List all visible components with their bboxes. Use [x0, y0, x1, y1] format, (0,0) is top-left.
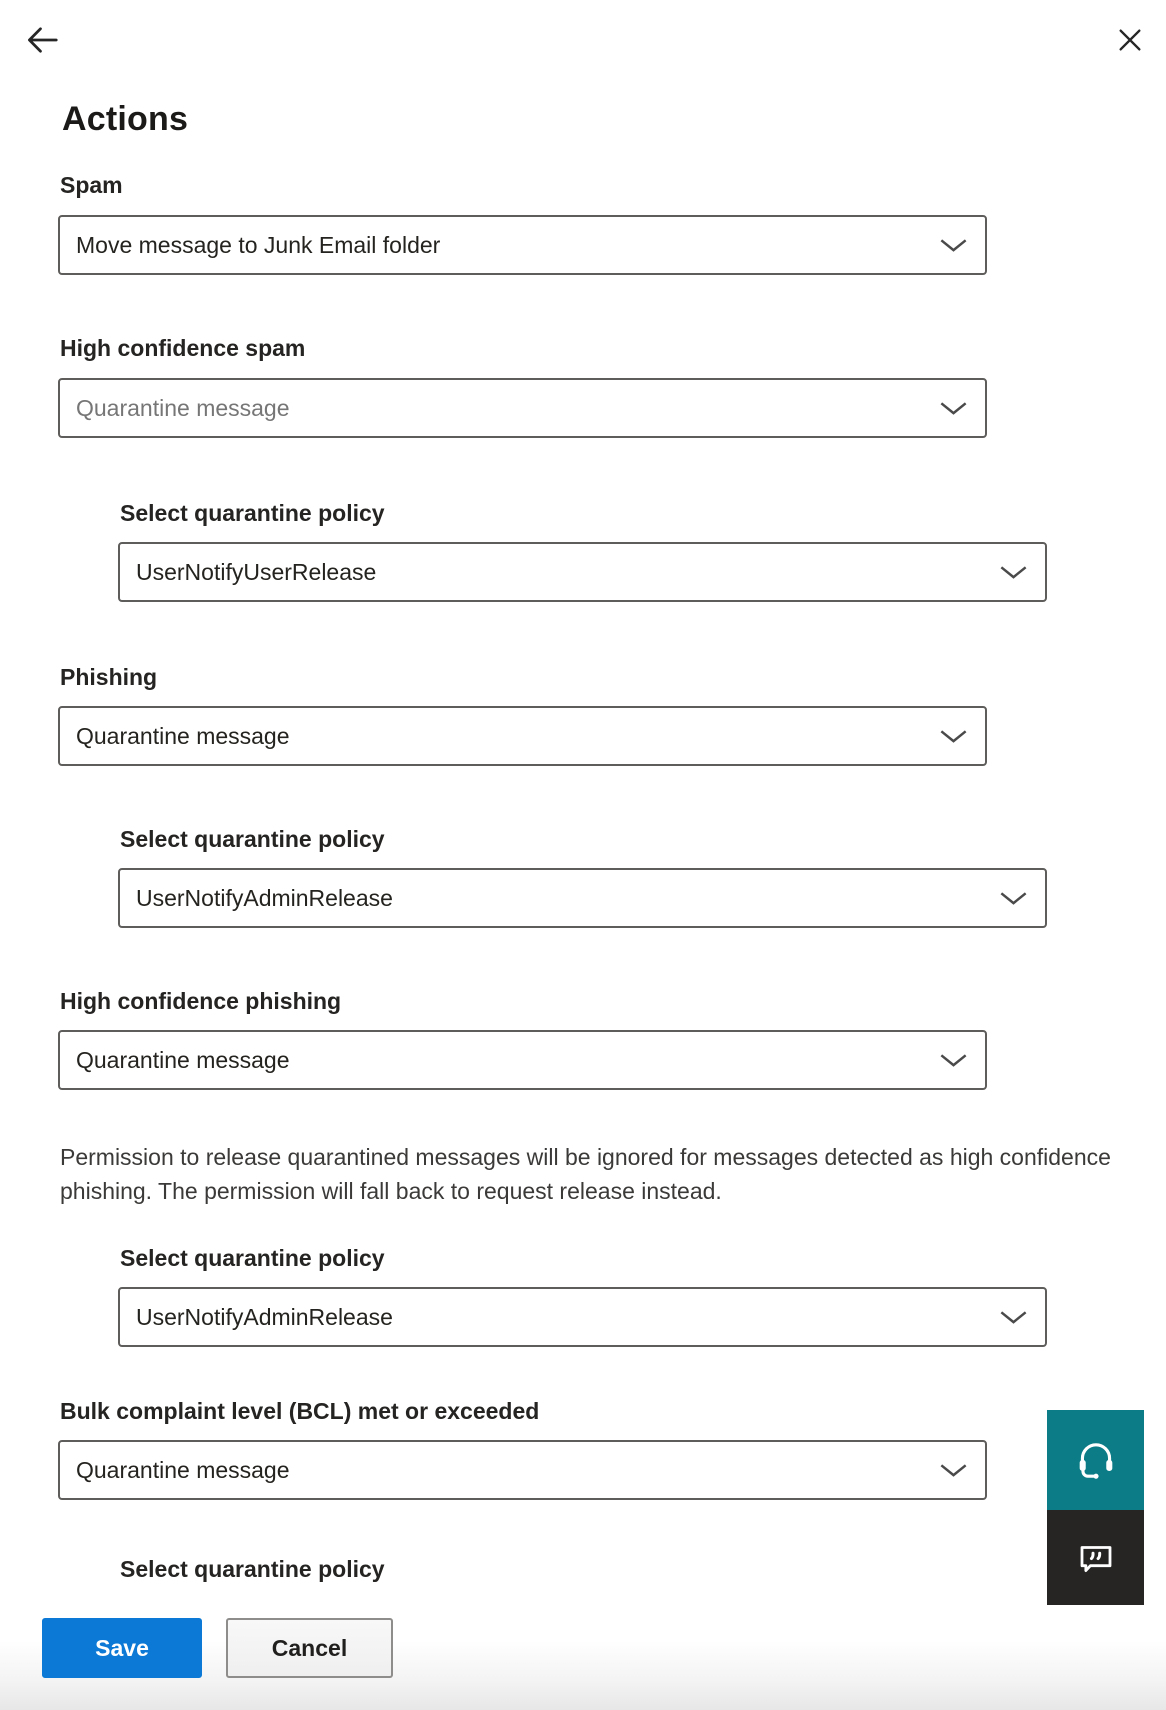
phishing-action-value: Quarantine message — [76, 722, 290, 749]
spam-action-select[interactable] — [58, 215, 987, 275]
quarantine-policy-select-1[interactable] — [118, 542, 1047, 602]
quarantine-policy-label-3: Select quarantine policy — [120, 1245, 385, 1271]
chevron-down-icon — [940, 401, 967, 415]
quarantine-policy-label-1: Select quarantine policy — [120, 500, 385, 526]
close-icon — [1114, 24, 1146, 56]
chevron-down-icon — [1000, 1310, 1027, 1324]
phishing-label: Phishing — [60, 664, 158, 690]
headset-icon — [1074, 1438, 1118, 1482]
quarantine-policy-value-3: UserNotifyAdminRelease — [136, 1303, 393, 1330]
quarantine-policy-value-2: UserNotifyAdminRelease — [136, 884, 393, 911]
page-title: Actions — [62, 100, 189, 138]
cancel-button[interactable]: Cancel — [226, 1618, 393, 1678]
save-button[interactable]: Save — [42, 1618, 202, 1678]
high-confidence-phishing-action-value: Quarantine message — [76, 1046, 290, 1073]
back-button[interactable] — [20, 18, 64, 62]
help-button[interactable] — [1047, 1410, 1144, 1510]
spam-label: Spam — [60, 172, 123, 198]
phishing-action-select[interactable] — [58, 706, 987, 766]
chevron-down-icon — [940, 238, 967, 252]
high-confidence-spam-action-value: Quarantine message — [76, 394, 290, 421]
bcl-action-value: Quarantine message — [76, 1456, 290, 1483]
quarantine-policy-label-2: Select quarantine policy — [120, 826, 385, 852]
chevron-down-icon — [940, 729, 967, 743]
quarantine-policy-label-4-clipped — [120, 1556, 620, 1584]
bcl-label: Bulk complaint level (BCL) met or exceeded — [60, 1398, 540, 1424]
quarantine-policy-label-4: Select quarantine policy — [120, 1556, 385, 1582]
quarantine-policy-select-3[interactable] — [118, 1287, 1047, 1347]
spam-action-value: Move message to Junk Email folder — [76, 231, 441, 258]
chevron-down-icon — [1000, 891, 1027, 905]
high-confidence-phishing-note: Permission to release quarantined messages will be ignored for messages detected as high confidence phishing. The permission will fall back to request release instead. — [60, 1144, 1111, 1204]
chevron-down-icon — [940, 1053, 967, 1067]
quarantine-policy-value-1: UserNotifyUserRelease — [136, 558, 377, 585]
feedback-button[interactable] — [1047, 1510, 1144, 1605]
high-confidence-spam-label: High confidence spam — [60, 335, 306, 361]
quarantine-policy-select-2[interactable] — [118, 868, 1047, 928]
high-confidence-phishing-label: High confidence phishing — [60, 988, 342, 1014]
close-button[interactable] — [1108, 18, 1152, 62]
back-arrow-icon — [24, 22, 60, 58]
bcl-action-select[interactable] — [58, 1440, 987, 1500]
high-confidence-spam-action-select[interactable] — [58, 378, 987, 438]
high-confidence-phishing-action-select[interactable] — [58, 1030, 987, 1090]
chevron-down-icon — [1000, 565, 1027, 579]
feedback-bubble-icon — [1075, 1537, 1117, 1579]
chevron-down-icon — [940, 1463, 967, 1477]
